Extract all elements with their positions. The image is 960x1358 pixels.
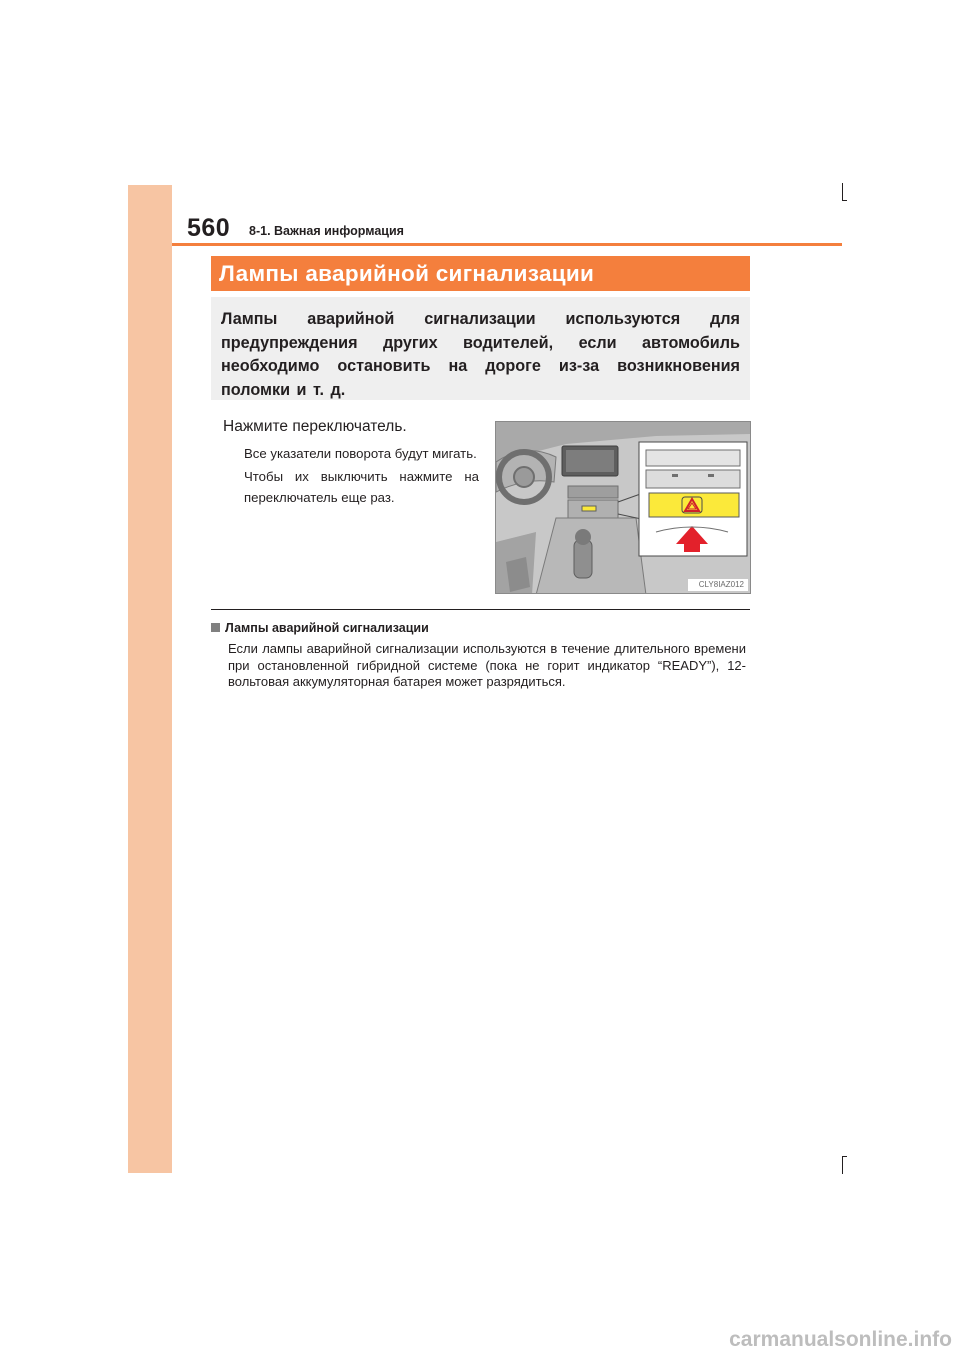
- note-text: Если лампы аварийной сигнализации используются в течение длительного времени при остановленной гибридной системе (пока не горит индикатор “READY”), 12-вольтовая аккумуляторная батарея может разрядиться.: [228, 641, 746, 689]
- page-title: Лампы аварийной сигнализации: [219, 261, 595, 286]
- section-header: 8-1. Важная информация: [249, 224, 404, 238]
- header-rule: [172, 243, 842, 246]
- dashboard-figure: [495, 421, 751, 594]
- step-desc-2: Чтобы их выключить нажмите на переключатель еще раз.: [244, 469, 479, 505]
- section-divider: [211, 609, 750, 610]
- side-tab-strip: [128, 185, 172, 1173]
- figure-code: CLY8IAZ012: [698, 580, 744, 589]
- crop-mark-top-foot: [842, 200, 847, 201]
- watermark: carmanualsonline.info: [729, 1328, 952, 1351]
- page-number: 560: [187, 214, 231, 242]
- crop-mark-top: [842, 183, 843, 201]
- crop-mark-bottom: [842, 1156, 843, 1174]
- title-bar: [211, 256, 750, 291]
- step-instruction: Нажмите переключатель.: [223, 418, 407, 435]
- step-desc-1: Все указатели поворота будут мигать.: [244, 446, 477, 461]
- intro-text: Лампы аварийной сигнализации используются для предупреждения других водителей, если автомобиль необходимо остановить на дороге из-за возникновения поломки и т. д.: [221, 310, 740, 399]
- square-bullet-icon: [211, 623, 220, 632]
- crop-mark-bottom-foot: [842, 1156, 847, 1157]
- step-description: [244, 443, 479, 510]
- note-heading-text: Лампы аварийной сигнализации: [225, 621, 429, 635]
- intro-box: [211, 297, 750, 400]
- note-heading: [211, 621, 429, 635]
